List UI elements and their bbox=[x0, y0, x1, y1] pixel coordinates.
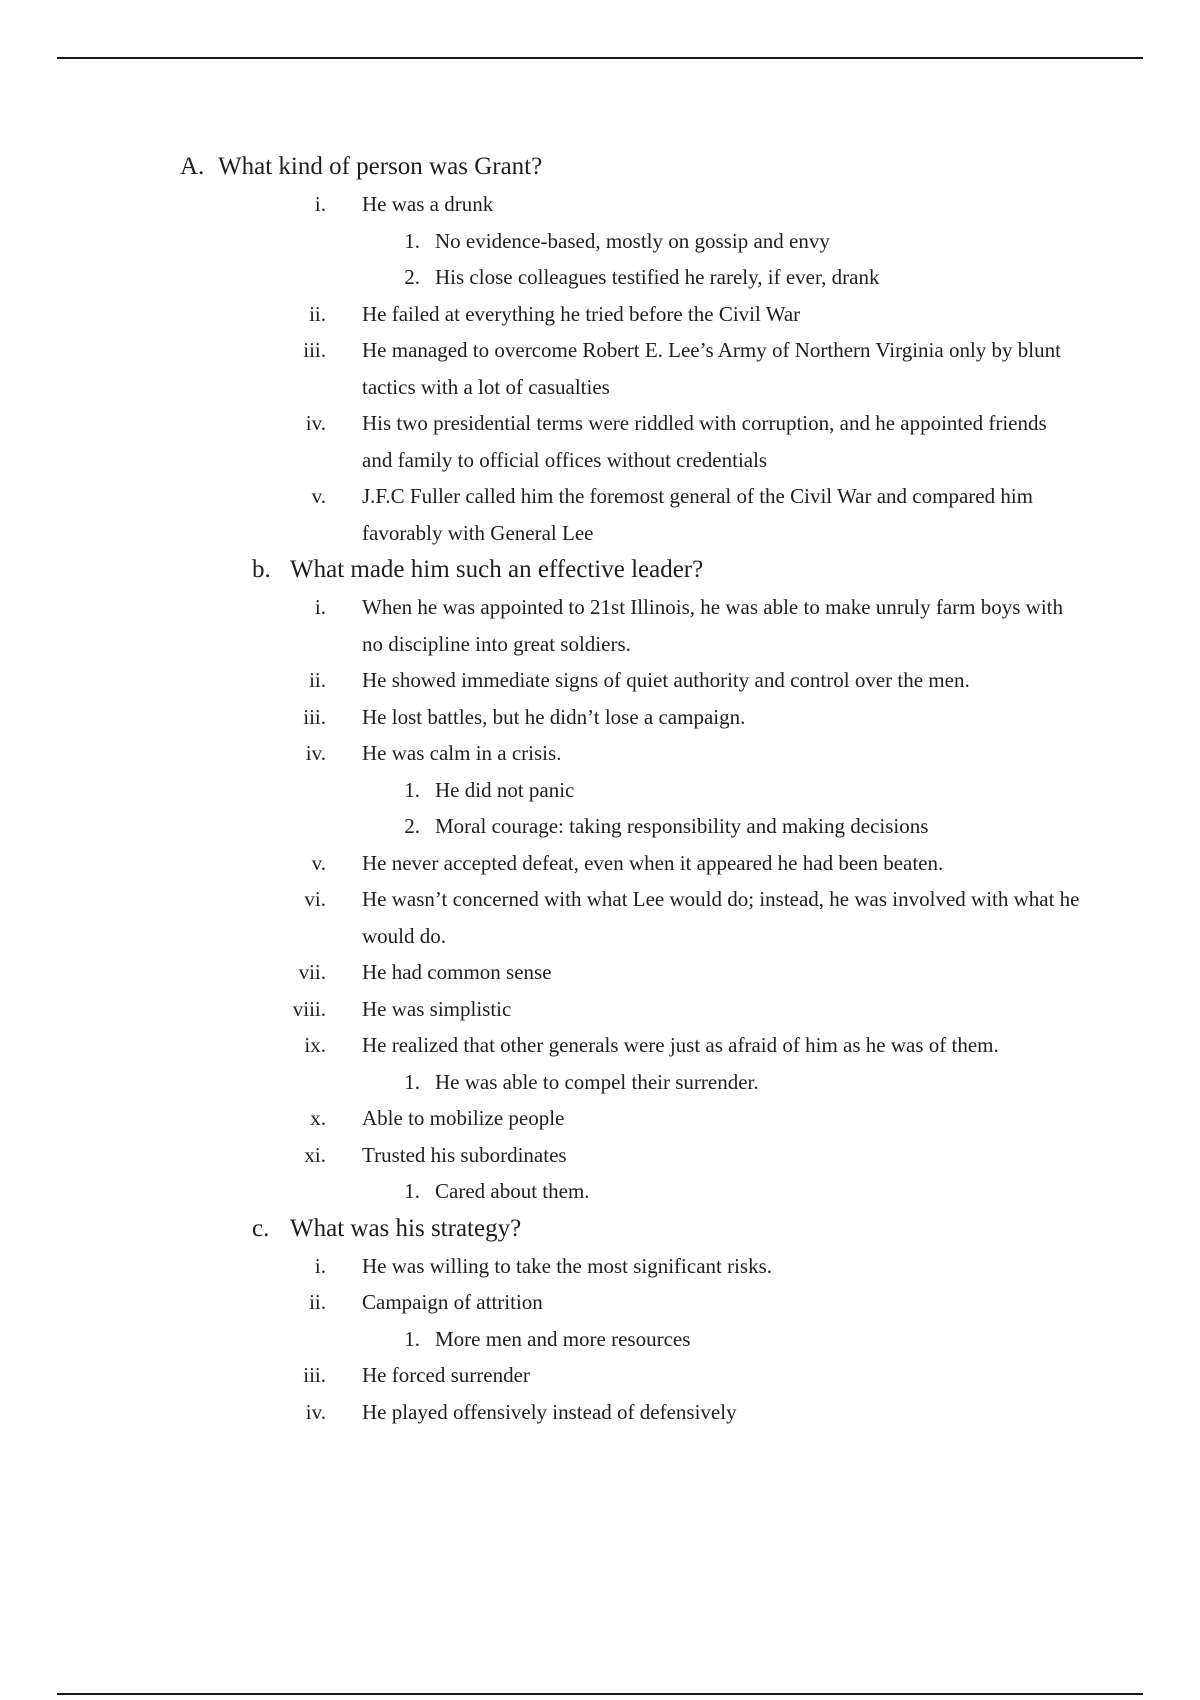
list-item bbox=[0, 991, 1200, 1028]
sub-list-item-text: Moral courage: taking responsibility and making decisions bbox=[435, 814, 929, 838]
list-item-marker: xi. bbox=[304, 1142, 326, 1167]
list-item bbox=[0, 296, 1200, 333]
list-item-marker: v. bbox=[311, 850, 326, 875]
section-marker: c. bbox=[252, 1214, 270, 1242]
sub-list-item-text: Cared about them. bbox=[435, 1179, 590, 1203]
list-item-text: J.F.C Fuller called him the foremost general of the Civil War and compared him favorably with General Lee bbox=[362, 484, 1033, 545]
sub-list-item-marker: 1. bbox=[404, 1179, 420, 1203]
header-rule bbox=[57, 57, 1143, 59]
list-item-marker: ix. bbox=[304, 1033, 326, 1057]
list-item-text: He never accepted defeat, even when it appeared he had been beaten. bbox=[362, 850, 944, 875]
list-item-marker: iv. bbox=[305, 411, 326, 435]
sub-list-item-text: His close colleagues testified he rarely, if ever, drank bbox=[435, 265, 880, 289]
section-heading bbox=[0, 1210, 1200, 1248]
list-item-text: He managed to overcome Robert E. Lee’s Army of Northern Virginia only by blunt tactics with a lot of casualties bbox=[362, 338, 1061, 399]
list-item-marker: ii. bbox=[309, 668, 326, 692]
document-outline bbox=[0, 148, 1200, 1430]
sub-list-item bbox=[0, 1321, 1200, 1358]
list-item bbox=[0, 735, 1200, 772]
sub-list-item-marker: 1. bbox=[404, 228, 420, 253]
footer-rule bbox=[57, 1693, 1143, 1695]
list-item bbox=[0, 1100, 1200, 1137]
sub-list-item-marker: 2. bbox=[404, 265, 420, 289]
list-item bbox=[0, 1137, 1200, 1174]
section-title: What kind of person was Grant? bbox=[218, 153, 543, 180]
list-item-marker: v. bbox=[311, 484, 326, 508]
list-item-marker: iii. bbox=[303, 704, 326, 729]
list-item bbox=[0, 845, 1200, 882]
list-item-marker: vi. bbox=[304, 887, 326, 911]
list-item-text: He wasn’t concerned with what Lee would do; instead, he was involved with what he would do. bbox=[362, 887, 1080, 948]
sub-list-item bbox=[0, 259, 1200, 296]
list-item-marker: i. bbox=[314, 595, 326, 619]
list-item bbox=[0, 1394, 1200, 1431]
list-item bbox=[0, 405, 1200, 478]
sub-list-item-text: He was able to compel their surrender. bbox=[435, 1069, 759, 1094]
section-heading bbox=[0, 148, 1200, 186]
list-item-text: Campaign of attrition bbox=[362, 1290, 543, 1314]
list-item-marker: i. bbox=[314, 1253, 326, 1278]
list-item bbox=[0, 332, 1200, 405]
list-item-marker: viii. bbox=[292, 996, 326, 1021]
list-item-marker: x. bbox=[310, 1106, 326, 1130]
list-item bbox=[0, 1284, 1200, 1321]
sub-list-item bbox=[0, 772, 1200, 809]
list-item-text: He was simplistic bbox=[362, 996, 512, 1021]
list-item-marker: i. bbox=[314, 192, 326, 216]
list-item bbox=[0, 1248, 1200, 1285]
list-item-marker: iii. bbox=[303, 1363, 326, 1387]
section-heading bbox=[0, 551, 1200, 589]
sub-list-item-marker: 2. bbox=[404, 814, 420, 838]
list-item bbox=[0, 1357, 1200, 1394]
list-item-text: He forced surrender bbox=[362, 1363, 530, 1387]
list-item bbox=[0, 478, 1200, 551]
list-item-text: He had common sense bbox=[362, 960, 552, 984]
sub-list-item-marker: 1. bbox=[404, 777, 420, 802]
list-item-text: He was a drunk bbox=[362, 192, 494, 216]
section-marker: A. bbox=[180, 153, 205, 180]
section-marker: b. bbox=[252, 556, 271, 583]
list-item-marker: iv. bbox=[305, 741, 326, 765]
sub-list-item-text: No evidence-based, mostly on gossip and envy bbox=[435, 228, 830, 253]
list-item-text: He failed at everything he tried before the Civil War bbox=[362, 301, 801, 326]
list-item-text: He realized that other generals were just as afraid of him as he was of them. bbox=[362, 1033, 999, 1057]
sub-list-item bbox=[0, 223, 1200, 260]
list-item-text: When he was appointed to 21st Illinois, he was able to make unruly farm boys with no discipline into great soldiers. bbox=[362, 595, 1064, 656]
section-title: What was his strategy? bbox=[290, 1214, 522, 1242]
list-item-text: He played offensively instead of defensively bbox=[362, 1399, 737, 1424]
list-item bbox=[0, 954, 1200, 991]
sub-list-item-text: He did not panic bbox=[435, 777, 575, 802]
list-item-text: He showed immediate signs of quiet authority and control over the men. bbox=[362, 668, 970, 692]
list-item bbox=[0, 589, 1200, 662]
sub-list-item bbox=[0, 1173, 1200, 1210]
list-item-marker: iii. bbox=[303, 338, 326, 362]
list-item-text: He was willing to take the most significant risks. bbox=[362, 1253, 773, 1278]
list-item bbox=[0, 662, 1200, 699]
list-item bbox=[0, 881, 1200, 954]
list-item-text: He lost battles, but he didn’t lose a campaign. bbox=[362, 704, 746, 729]
sub-list-item-marker: 1. bbox=[404, 1326, 420, 1351]
list-item bbox=[0, 1027, 1200, 1064]
sub-list-item-text: More men and more resources bbox=[435, 1326, 691, 1351]
section-title: What made him such an effective leader? bbox=[290, 556, 704, 583]
list-item-marker: ii. bbox=[309, 1290, 326, 1314]
list-item-marker: ii. bbox=[309, 301, 326, 326]
sub-list-item-marker: 1. bbox=[404, 1069, 420, 1094]
list-item bbox=[0, 699, 1200, 736]
list-item-marker: vii. bbox=[298, 960, 326, 984]
list-item-text: Trusted his subordinates bbox=[362, 1142, 567, 1167]
list-item-text: Able to mobilize people bbox=[362, 1106, 565, 1130]
list-item-marker: iv. bbox=[305, 1399, 326, 1424]
list-item-text: He was calm in a crisis. bbox=[362, 741, 562, 765]
list-item-text: His two presidential terms were riddled with corruption, and he appointed friends and family to official offices without credentials bbox=[362, 411, 1047, 472]
sub-list-item bbox=[0, 1064, 1200, 1101]
list-item bbox=[0, 186, 1200, 223]
sub-list-item bbox=[0, 808, 1200, 845]
